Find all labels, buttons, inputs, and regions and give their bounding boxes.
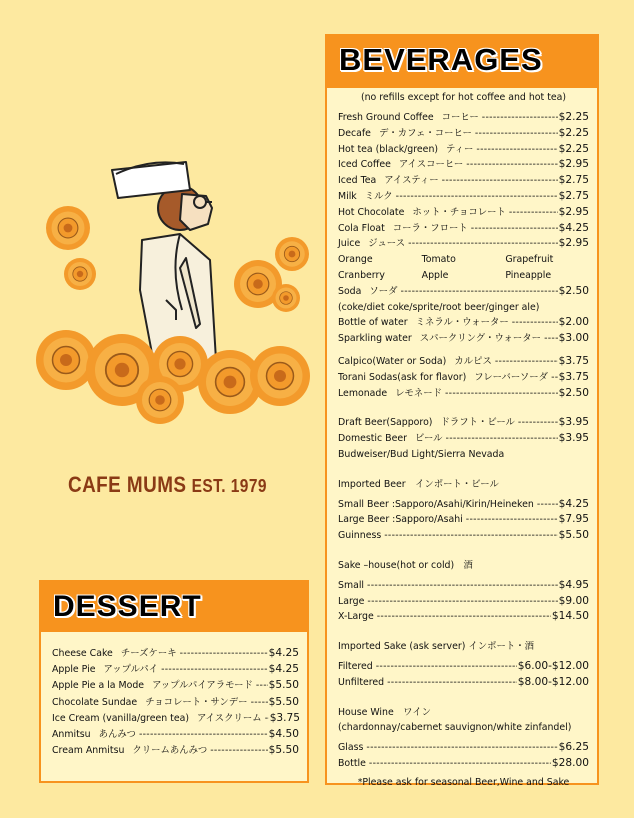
menu-item [338, 236, 589, 252]
item-name: X-Large [338, 611, 374, 623]
menu-item [338, 578, 589, 594]
item-name: Hot Chocolate [338, 206, 405, 218]
juice-flavor: Orange [338, 254, 373, 266]
menu-item [338, 315, 589, 331]
item-price: $3.75 [269, 711, 301, 724]
menu-item [338, 221, 589, 237]
item-price: $2.75 [558, 189, 589, 202]
menu-item [338, 331, 589, 347]
beverages-list [327, 88, 597, 790]
item-name-jp: スパークリング・ウォーター [419, 333, 542, 345]
menu-item-soda [338, 284, 589, 300]
item-price: $2.75 [558, 174, 589, 187]
menu-item [52, 694, 299, 710]
item-price: $28.00 [551, 756, 589, 769]
item-name: Calpico(Water or Soda) [338, 355, 447, 367]
item-name: Fresh Ground Coffee [338, 112, 434, 123]
mum-flower-icon [36, 330, 310, 424]
item-price: $4.25 [268, 647, 299, 659]
cafe-name: CAFE MUMS [68, 472, 187, 497]
item-name: Sparkling water [338, 333, 412, 345]
item-name: Ice Cream (vanilla/green tea) [52, 712, 189, 724]
dessert-header [41, 582, 307, 632]
dessert-panel [39, 580, 309, 783]
item-price: $3.95 [558, 432, 589, 445]
item-name-jp: チョコレート・サンデー [145, 696, 248, 708]
item-name: Cheese Cake [52, 648, 113, 659]
item-name-jp: ビール [414, 433, 443, 445]
beverages-header [327, 36, 597, 88]
menu-item [52, 726, 299, 742]
item-name: Hot tea (black/green) [338, 143, 439, 155]
item-name-jp: チーズケーキ [120, 648, 177, 659]
item-price: $2.95 [558, 158, 589, 171]
imported-sake-heading: Imported Sake (ask server) インポート・酒 [338, 641, 534, 653]
item-price: $2.25 [558, 142, 589, 155]
item-name: Large Beer :Sapporo/Asahi [338, 514, 463, 526]
menu-item [52, 677, 299, 693]
menu-item [338, 431, 589, 447]
item-price: $2.50 [558, 284, 589, 297]
item-price: $2.50 [558, 386, 589, 399]
item-name-jp: ドラフト・ビール [440, 417, 515, 429]
item-price: $2.95 [558, 237, 589, 250]
item-name-jp: アイスティー [384, 175, 439, 187]
wine-heading: House Wine ワイン [338, 706, 431, 718]
item-name-jp: コーラ・フロート [392, 222, 468, 234]
soda-flavors: (coke/diet coke/sprite/root beer/ginger ale) [338, 301, 540, 313]
item-price: $3.75 [558, 354, 589, 367]
item-price: $4.25 [558, 221, 589, 234]
item-price: $4.50 [268, 727, 299, 740]
item-name: Guinness [338, 530, 382, 542]
juice-flavor: Tomato [421, 254, 456, 266]
item-name: Soda [338, 285, 362, 297]
menu-item [338, 415, 589, 431]
item-price: $2.95 [558, 205, 589, 218]
domestic-beer-brands: Budweiser/Bud Light/Sierra Nevada [338, 448, 505, 460]
juice-flavors-row [338, 268, 589, 284]
item-name-jp: ティー [446, 143, 474, 155]
menu-item [338, 142, 589, 158]
beverages-panel [325, 34, 599, 788]
item-name-jp: デ・カフェ・コーヒー [378, 127, 472, 139]
menu-item [338, 594, 589, 610]
juice-flavor: Grapefruit [505, 254, 554, 266]
item-name-jp: ソーダ [369, 285, 398, 297]
item-price: $3.95 [558, 416, 589, 429]
menu-item [338, 497, 589, 513]
menu-item [52, 710, 299, 726]
menu-item [52, 742, 299, 758]
item-name-jp: あんみつ [98, 728, 136, 740]
menu-item [338, 126, 589, 142]
item-name-jp: アイスクリーム [197, 712, 262, 724]
menu-item [338, 370, 589, 386]
item-price: $2.25 [558, 111, 589, 123]
item-name-jp: ジュース [368, 238, 406, 250]
item-name: Draft Beer(Sapporo) [338, 417, 433, 429]
item-name: Bottle of water [338, 317, 408, 329]
item-name: Milk [338, 190, 357, 202]
item-name: Small Beer :Sapporo/Asahi/Kirin/Heineken [338, 498, 534, 510]
item-price: $14.50 [551, 610, 589, 623]
item-name: Unfiltered [338, 676, 385, 688]
item-price: $4.25 [268, 663, 299, 676]
item-name-jp: コーヒー [441, 112, 479, 123]
item-name: Small [338, 579, 365, 591]
item-name-jp: クリームあんみつ [132, 745, 208, 757]
item-price: $9.00 [558, 594, 589, 607]
wine-varieties: (chardonnay/cabernet sauvignon/white zinfandel) [338, 722, 572, 734]
item-price: $2.25 [558, 126, 589, 139]
item-name: Torani Sodas(ask for flavor) [338, 371, 467, 383]
item-price: $3.00 [558, 332, 589, 345]
menu-item [338, 173, 589, 189]
item-name: Cola Float [338, 222, 385, 234]
menu-item [338, 756, 589, 772]
item-price: $4.25 [558, 497, 589, 510]
item-name: Decafe [338, 127, 371, 139]
cafe-logo [68, 472, 267, 498]
item-name-jp: アップルパイアラモード [152, 680, 253, 692]
juice-flavor: Apple [421, 269, 449, 281]
seasonal-footnote: *Please ask for seasonal Beer,Wine and Sake [357, 776, 570, 788]
chef-and-flowers-illustration [30, 150, 330, 450]
item-name: Iced Tea [338, 175, 377, 187]
menu-item [338, 189, 589, 205]
item-name-jp: フレーバーソーダ [474, 371, 549, 383]
menu-item [338, 609, 589, 625]
menu-item [338, 110, 589, 126]
item-price: $2.00 [558, 316, 589, 329]
item-price: $5.50 [268, 679, 299, 692]
dessert-list [41, 632, 307, 758]
item-name: Glass [338, 742, 364, 754]
juice-flavor: Cranberry [338, 269, 385, 281]
item-name: Anmitsu [52, 728, 91, 740]
item-name-jp: レモネード [395, 387, 442, 399]
refill-note: (no refills except for hot coffee and hot tea) [360, 92, 567, 103]
menu-item [338, 528, 589, 544]
item-price: $5.50 [268, 744, 299, 757]
menu-item [338, 157, 589, 173]
menu-item [338, 512, 589, 528]
item-price: $6.00-$12.00 [517, 659, 589, 672]
item-price: $3.75 [558, 370, 589, 383]
item-price: $6.25 [558, 741, 589, 754]
item-name-jp: アイスコーヒー [398, 159, 464, 171]
juice-flavor: Pineapple [505, 269, 552, 281]
item-name: Cream Anmitsu [52, 745, 125, 757]
menu-item [338, 659, 589, 675]
menu-item [338, 354, 589, 370]
item-name: Filtered [338, 660, 373, 672]
item-name: Domestic Beer [338, 433, 407, 445]
item-name-jp: ミルク [364, 190, 393, 202]
item-name: Chocolate Sundae [52, 696, 138, 708]
juice-flavors-row [338, 252, 589, 268]
menu-item [338, 675, 589, 691]
item-price: $7.95 [558, 513, 589, 526]
menu-item [338, 205, 589, 221]
item-name: Apple Pie a la Mode [52, 680, 145, 692]
menu-item [338, 740, 589, 756]
item-name: Bottle [338, 757, 366, 769]
sake-heading: Sake –house(hot or cold) 酒 [338, 559, 473, 571]
beverages-title: BEVERAGES [339, 42, 543, 77]
item-price: $4.95 [558, 578, 589, 591]
menu-item [52, 661, 299, 677]
menu-item [338, 386, 589, 402]
item-name: Juice [338, 238, 361, 250]
dessert-title: DESSERT [53, 590, 202, 623]
item-name: Apple Pie [52, 664, 96, 676]
item-name-jp: アップルパイ [103, 664, 159, 676]
item-name-jp: カルピス [454, 355, 492, 367]
item-price: $5.50 [268, 695, 299, 708]
est-year: EST. 1979 [191, 476, 267, 496]
item-name-jp: ホット・チョコレート [412, 206, 506, 218]
item-price: $8.00-$12.00 [517, 675, 589, 688]
item-name: Large [338, 595, 365, 607]
imported-beer-heading: Imported Beer インポート・ビール [338, 478, 499, 490]
item-price: $5.50 [558, 529, 589, 542]
item-name-jp: ミネラル・ウォーター [415, 317, 509, 329]
item-name: Iced Coffee [338, 159, 391, 171]
item-name: Lemonade [338, 387, 388, 399]
menu-item [52, 645, 299, 661]
